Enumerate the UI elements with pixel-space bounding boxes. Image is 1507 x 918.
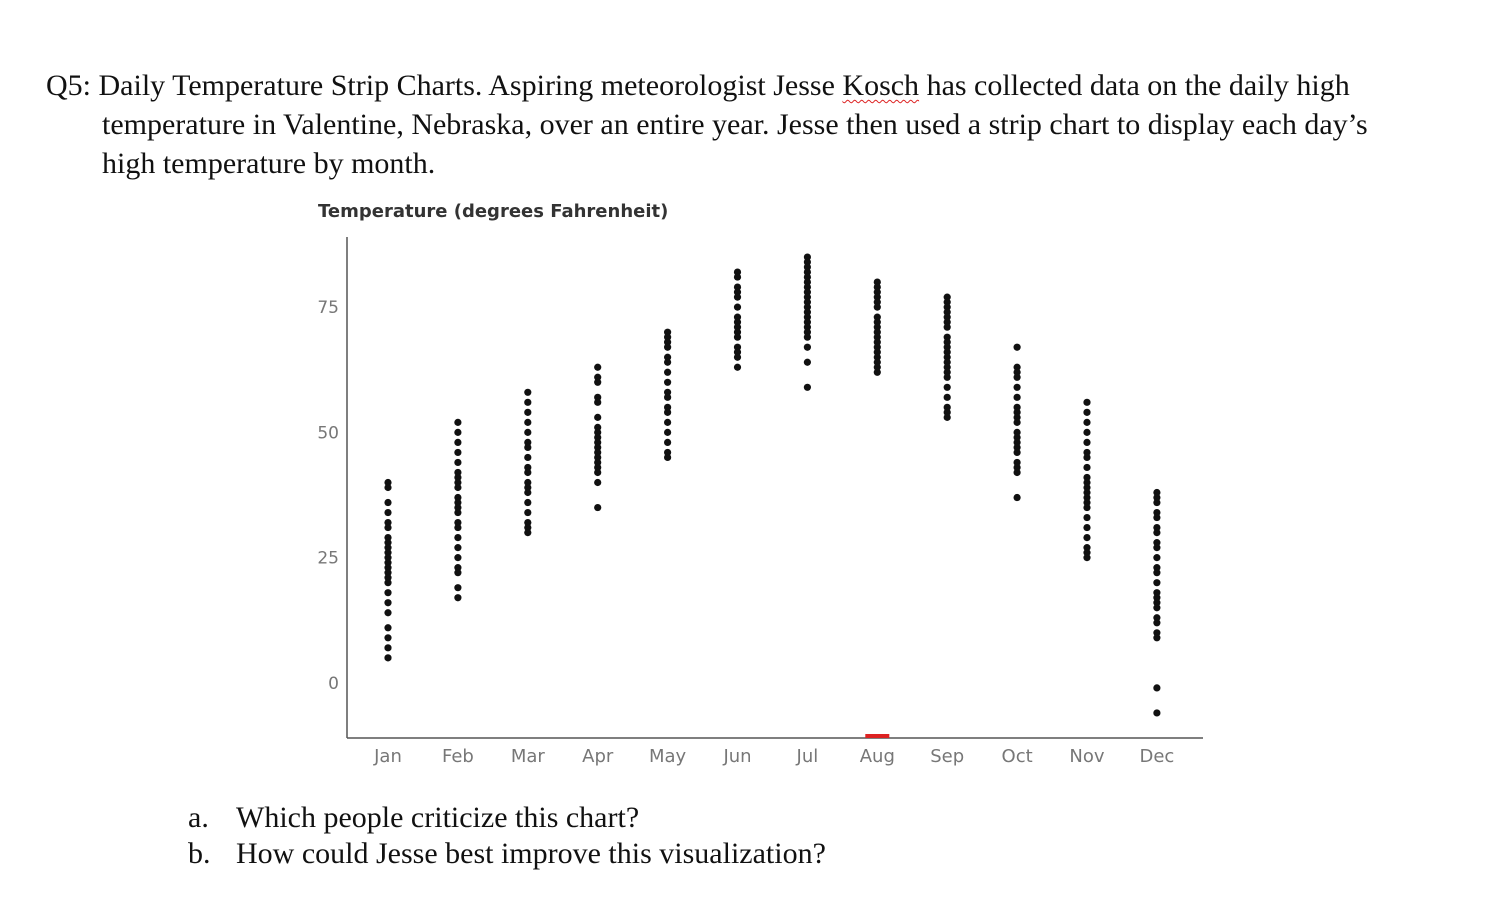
data-point-sep-15 — [944, 374, 951, 381]
data-point-dec-8 — [1153, 544, 1160, 551]
data-point-mar-0 — [524, 389, 531, 396]
data-point-jan-16 — [384, 589, 391, 596]
data-point-may-11 — [664, 409, 671, 416]
x-tick-label-jul: Jul — [796, 746, 819, 767]
data-point-nov-20 — [1083, 554, 1090, 561]
data-point-may-13 — [664, 429, 671, 436]
data-point-mar-1 — [524, 399, 531, 406]
data-point-nov-17 — [1083, 534, 1090, 541]
data-point-dec-12 — [1153, 579, 1160, 586]
data-point-jun-13 — [734, 354, 741, 361]
data-point-apr-5 — [594, 414, 601, 421]
sub-question-b — [188, 836, 826, 872]
data-point-jul-16 — [804, 334, 811, 341]
sub-question-a-text: Which people criticize this chart? — [236, 801, 640, 834]
data-point-feb-16 — [454, 544, 461, 551]
data-point-jan-15 — [384, 579, 391, 586]
x-tick-label-mar: Mar — [510, 746, 545, 767]
x-tick-label-apr: Apr — [582, 746, 614, 767]
x-tick-label-sep: Sep — [930, 746, 965, 767]
x-tick-label-nov: Nov — [1069, 746, 1105, 767]
data-point-nov-4 — [1083, 439, 1090, 446]
question-line-3: high temperature by month. — [102, 147, 436, 180]
cursor-marker-aug — [865, 734, 889, 738]
y-tick-label-50: 50 — [317, 423, 339, 444]
data-point-apr-15 — [594, 469, 601, 476]
x-tick-label-jan: Jan — [374, 746, 402, 767]
data-point-nov-7 — [1083, 464, 1090, 471]
data-point-dec-22 — [1153, 709, 1160, 716]
data-point-jun-5 — [734, 304, 741, 311]
data-point-feb-12 — [454, 509, 461, 516]
sub-question-b-letter: b. — [188, 837, 211, 870]
data-point-jun-10 — [734, 334, 741, 341]
data-point-dec-16 — [1153, 604, 1160, 611]
data-point-jan-3 — [384, 509, 391, 516]
x-tick-label-aug: Aug — [859, 746, 895, 767]
data-point-dec-21 — [1153, 684, 1160, 691]
data-point-nov-6 — [1083, 454, 1090, 461]
x-tick-label-dec: Dec — [1139, 746, 1175, 767]
data-point-oct-17 — [1014, 469, 1021, 476]
data-point-dec-9 — [1153, 554, 1160, 561]
data-point-jul-19 — [804, 384, 811, 391]
data-point-apr-17 — [594, 504, 601, 511]
data-point-mar-9 — [524, 469, 531, 476]
x-tick-label-feb: Feb — [441, 746, 474, 767]
question-line-1-start: Daily Temperature Strip Charts. Aspiring meteorologist Jesse — [98, 69, 843, 102]
data-point-nov-15 — [1083, 514, 1090, 521]
x-tick-label-oct: Oct — [1001, 746, 1033, 767]
x-tick-label-jun: Jun — [723, 746, 752, 767]
data-point-feb-14 — [454, 524, 461, 531]
spellcheck-name: Kosch — [842, 69, 920, 102]
data-point-mar-6 — [524, 444, 531, 451]
data-point-may-12 — [664, 419, 671, 426]
data-point-jan-21 — [384, 644, 391, 651]
x-tick-label-may: May — [648, 746, 687, 767]
data-point-oct-14 — [1014, 449, 1021, 456]
data-point-feb-20 — [454, 584, 461, 591]
data-point-may-6 — [664, 369, 671, 376]
data-point-jan-1 — [384, 484, 391, 491]
data-point-may-9 — [664, 394, 671, 401]
data-point-jun-1 — [734, 273, 741, 280]
data-point-feb-17 — [454, 554, 461, 561]
data-point-jan-19 — [384, 624, 391, 631]
data-point-feb-19 — [454, 569, 461, 576]
data-point-oct-4 — [1014, 384, 1021, 391]
data-point-may-14 — [664, 439, 671, 446]
data-point-jul-18 — [804, 359, 811, 366]
data-point-oct-9 — [1014, 419, 1021, 426]
data-point-apr-16 — [594, 479, 601, 486]
data-point-apr-2 — [594, 379, 601, 386]
data-point-jan-2 — [384, 499, 391, 506]
sub-question-a — [188, 800, 639, 836]
data-point-apr-0 — [594, 364, 601, 371]
data-point-apr-4 — [594, 399, 601, 406]
data-point-dec-18 — [1153, 619, 1160, 626]
data-point-sep-16 — [944, 384, 951, 391]
data-point-oct-18 — [1014, 494, 1021, 501]
data-point-mar-17 — [524, 529, 531, 536]
data-point-mar-2 — [524, 409, 531, 416]
data-point-nov-3 — [1083, 429, 1090, 436]
data-point-mar-13 — [524, 499, 531, 506]
data-point-may-7 — [664, 379, 671, 386]
data-point-aug-5 — [874, 304, 881, 311]
data-point-may-5 — [664, 359, 671, 366]
data-point-dec-2 — [1153, 499, 1160, 506]
data-point-jul-17 — [804, 344, 811, 351]
y-tick-label-25: 25 — [317, 548, 339, 569]
data-point-mar-14 — [524, 509, 531, 516]
data-point-jan-20 — [384, 634, 391, 641]
data-point-dec-11 — [1153, 569, 1160, 576]
data-point-oct-3 — [1014, 374, 1021, 381]
question-number: Q5: — [46, 69, 91, 102]
data-point-nov-16 — [1083, 524, 1090, 531]
y-tick-label-0: 0 — [328, 673, 339, 694]
data-point-mar-3 — [524, 419, 531, 426]
data-point-oct-0 — [1014, 344, 1021, 351]
data-point-jan-17 — [384, 599, 391, 606]
data-point-feb-1 — [454, 429, 461, 436]
question-line-2: temperature in Valentine, Nebraska, over an entire year. Jesse then used a strip chart to display each day’s — [102, 108, 1368, 141]
data-point-nov-0 — [1083, 399, 1090, 406]
data-point-feb-2 — [454, 439, 461, 446]
sub-question-b-text: How could Jesse best improve this visualization? — [236, 837, 826, 870]
data-point-dec-20 — [1153, 634, 1160, 641]
data-point-mar-4 — [524, 429, 531, 436]
data-point-nov-1 — [1083, 409, 1090, 416]
data-point-feb-15 — [454, 534, 461, 541]
data-point-feb-21 — [454, 594, 461, 601]
data-point-nov-14 — [1083, 504, 1090, 511]
data-point-may-16 — [664, 454, 671, 461]
chart-title: Temperature (degrees Fahrenheit) — [318, 201, 669, 222]
data-point-jan-22 — [384, 654, 391, 661]
data-point-feb-4 — [454, 459, 461, 466]
y-tick-label-75: 75 — [317, 298, 339, 319]
data-point-feb-0 — [454, 419, 461, 426]
data-point-sep-6 — [944, 324, 951, 331]
data-point-nov-2 — [1083, 419, 1090, 426]
data-point-sep-17 — [944, 394, 951, 401]
sub-question-a-letter: a. — [188, 801, 209, 834]
data-point-mar-7 — [524, 454, 531, 461]
data-point-may-3 — [664, 344, 671, 351]
data-point-jan-18 — [384, 609, 391, 616]
question-line-1-end: has collected data on the daily high — [919, 69, 1350, 102]
data-point-sep-20 — [944, 414, 951, 421]
data-point-jun-4 — [734, 294, 741, 301]
data-point-oct-5 — [1014, 394, 1021, 401]
data-point-aug-17 — [874, 369, 881, 376]
data-point-mar-12 — [524, 489, 531, 496]
data-point-feb-8 — [454, 484, 461, 491]
data-point-feb-3 — [454, 449, 461, 456]
data-point-jun-14 — [734, 364, 741, 371]
data-point-jan-5 — [384, 524, 391, 531]
data-point-dec-6 — [1153, 529, 1160, 536]
data-point-dec-4 — [1153, 514, 1160, 521]
